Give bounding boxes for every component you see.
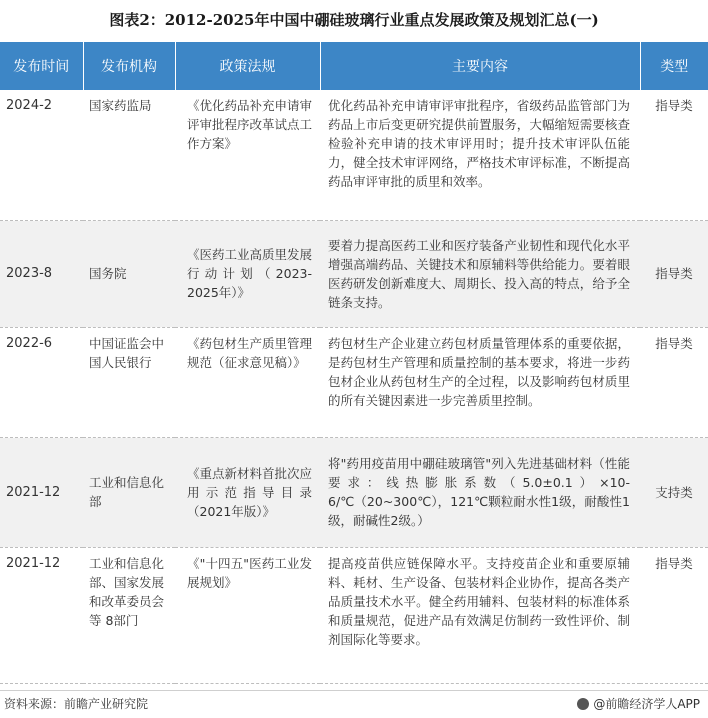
brand-credit <box>577 695 700 712</box>
table-header-row <box>0 42 708 90</box>
row-type: 指导类 <box>640 220 708 327</box>
row-policy: 《重点新材料首批次应用示范指导目录（2021年版）》 <box>175 437 320 547</box>
row-content: 将"药用疫苗用中硼硅玻璃管"列入先进基础材料（性能要求：线热膨胀系数（5.0±0.1）×10-6/℃（20~300℃），121℃颗粒耐水性1级，耐酸性1级，耐碱性2级。） <box>320 437 640 547</box>
table-row <box>0 547 708 683</box>
row-content: 要着力提高医药工业和医疗装备产业韧性和现代化水平增强高端药品、关键技术和原辅料等供给能力。要着眼医药研发创新难度大、周期长、投入高的特点，给予全链条支持。 <box>320 220 640 327</box>
row-org: 中国证监会中国人民银行 <box>83 327 175 437</box>
row-policy: 《医药工业高质里发展行动计划（2023-2025年）》 <box>175 220 320 327</box>
qianzhan-logo-icon <box>577 698 589 710</box>
policy-table <box>0 42 708 684</box>
row-org: 工业和信息化部 <box>83 437 175 547</box>
row-date: 2021-12 <box>0 547 83 683</box>
source-note: 资料来源：前瞻产业研究院 <box>4 697 149 711</box>
row-date: 2021-12 <box>0 437 83 547</box>
row-date: 2023-8 <box>0 220 83 327</box>
header-content: 主要内容 <box>320 42 640 90</box>
row-org: 国家药监局 <box>83 90 175 220</box>
brand-text: @前瞻经济学人APP <box>593 697 700 711</box>
header-date: 发布时间 <box>0 42 83 90</box>
row-date: 2022-6 <box>0 327 83 437</box>
row-org: 国务院 <box>83 220 175 327</box>
row-content: 药包材生产企业建立药包材质量管理体系的重要依据，是药包材生产管理和质量控制的基本要求，将进一步药包材企业从药包材生产的全过程，以及影响药包材质里的所有关键因素进一步完善质里控制。 <box>320 327 640 437</box>
table-row <box>0 220 708 327</box>
table-row <box>0 90 708 220</box>
header-policy: 政策法规 <box>175 42 320 90</box>
row-content: 优化药品补充申请审评审批程序，省级药品监管部门为药品上市后变更研究提供前置服务，大幅缩短需要核查检验补充申请的技术审评用时；提升技术审评队伍能力，健全技术审评网络，严格技术审评标准，不断提高药品审评审批的质里和效率。 <box>320 90 640 220</box>
header-type: 类型 <box>640 42 708 90</box>
row-org: 工业和信息化部、国家发展和改革委员会等 8部门 <box>83 547 175 683</box>
row-date: 2024-2 <box>0 90 83 220</box>
header-org: 发布机构 <box>83 42 175 90</box>
row-policy: 《"十四五"医药工业发展规划》 <box>175 547 320 683</box>
row-type: 指导类 <box>640 90 708 220</box>
row-type: 支持类 <box>640 437 708 547</box>
page-title: 图表2：2012-2025年中国中硼硅玻璃行业重点发展政策及规划汇总(一) <box>109 11 599 29</box>
table-row <box>0 327 708 437</box>
row-policy: 《优化药品补充申请审评审批程序改革试点工作方案》 <box>175 90 320 220</box>
row-content: 提高疫苗供应链保障水平。支持疫苗企业和重要原辅料、耗材、生产设备、包装材料企业协作，提高各类产品质量技术水平。健全药用辅料、包装材料的标准体系和质量规范，促进产品有效满足仿制药一致性评价、制剂国际化等要求。 <box>320 547 640 683</box>
row-policy: 《药包材生产质里管理规范（征求意见稿）》 <box>175 327 320 437</box>
row-type: 指导类 <box>640 547 708 683</box>
table-row <box>0 437 708 547</box>
row-type: 指导类 <box>640 327 708 437</box>
footer <box>0 690 708 717</box>
